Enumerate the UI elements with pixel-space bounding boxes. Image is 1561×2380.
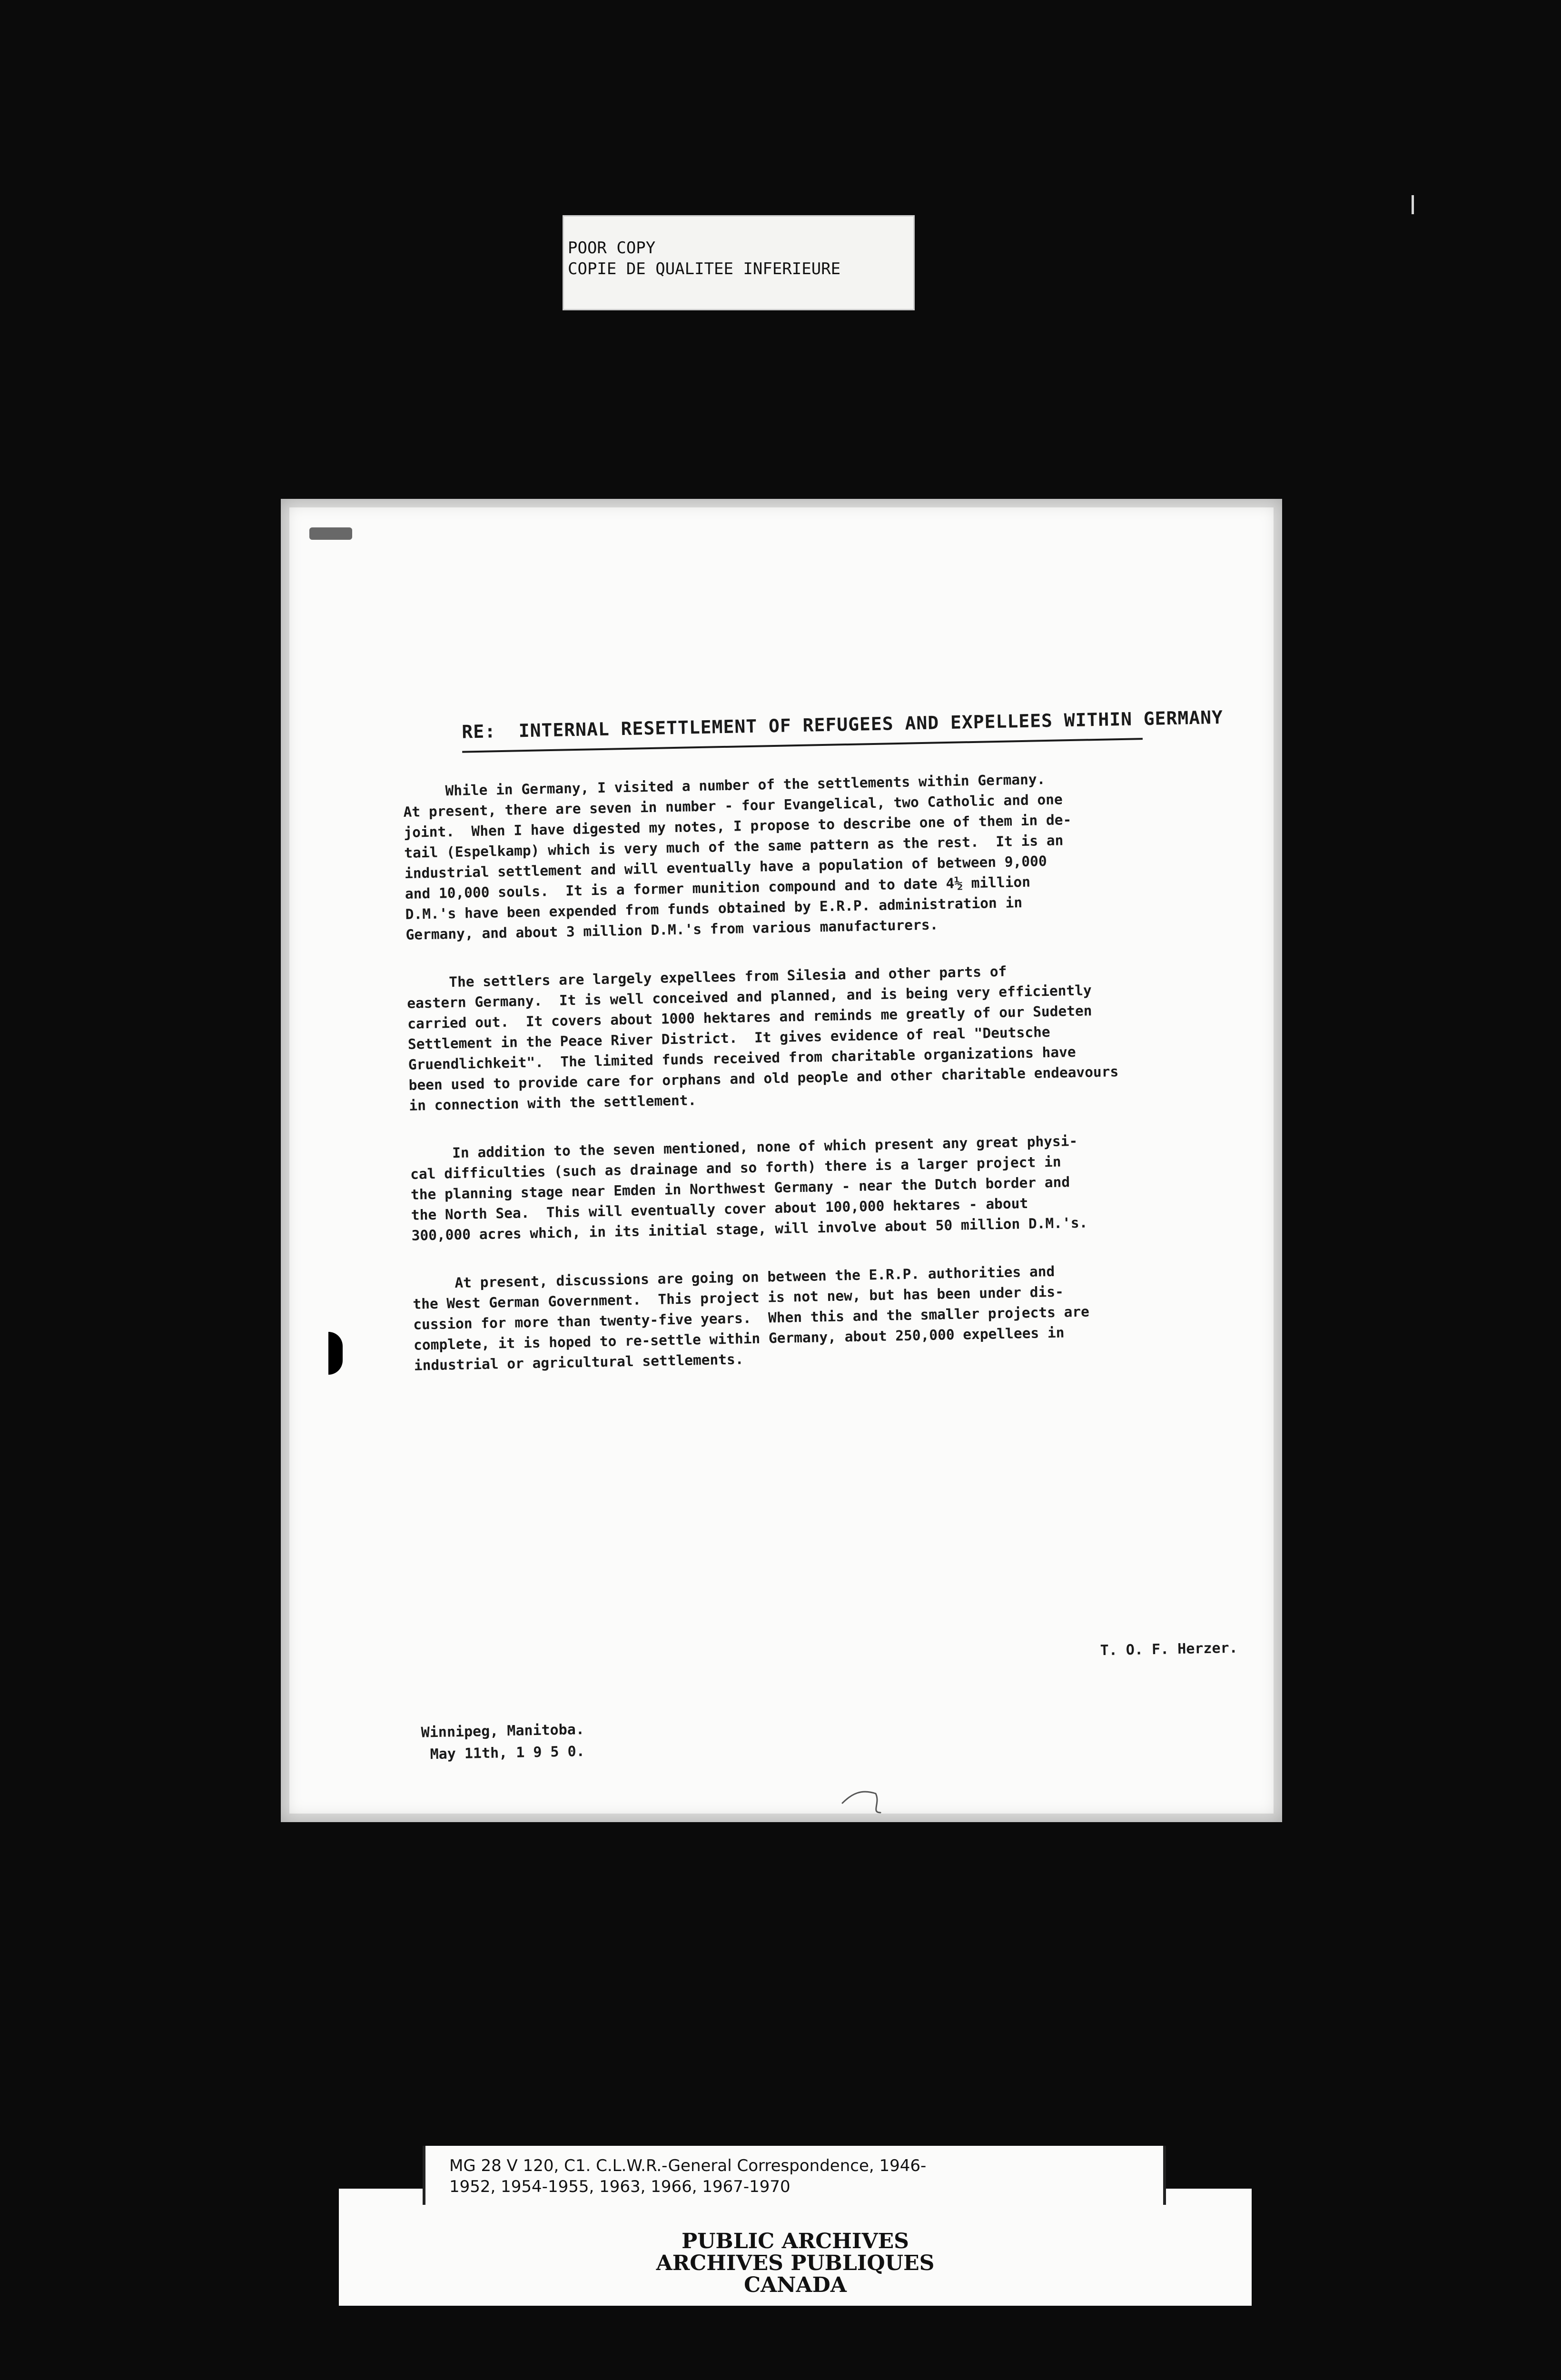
- date: May 11th, 1 9 5 0.: [421, 1743, 585, 1763]
- signer-name: T. O. F. Herzer.: [1100, 1639, 1238, 1659]
- archive-name-fr: ARCHIVES PUBLIQUES: [656, 2251, 935, 2275]
- paragraph-2: The settlers are largely expellees from Silesia and other parts of eastern Germany. It is well conceived and planned, and is being very efficiently carried out. It covers about 1000 hektares and reminds me greatly of our Sudeten Settlement in the Peace River District. It gives evidence of real "Deutsche Gruendlichkeit". The limited funds received from charitable organizations have been used to provide care for orphans and old people and other charitable endeavours in connection with the settlement.: [406, 963, 1119, 1114]
- letter-heading: RE: INTERNAL RESETTLEMENT OF REFUGEES AND EXPELLEES WITHIN GERMANY: [462, 708, 1143, 753]
- place-and-date: [421, 1719, 585, 1766]
- archive-name: [339, 2231, 1252, 2296]
- staple-mark: [309, 527, 352, 540]
- punch-hole: [328, 1332, 343, 1375]
- archive-name-en: PUBLIC ARCHIVES: [682, 2229, 909, 2253]
- letter-page: [281, 499, 1282, 1822]
- handwritten-annotations: [642, 1722, 1118, 1822]
- label-notch-left: [339, 2146, 423, 2189]
- archive-label: [339, 2146, 1252, 2306]
- archive-citation: [449, 2155, 926, 2197]
- archive-name-country: CANADA: [744, 2273, 847, 2297]
- poor-copy-stamp: [563, 215, 915, 310]
- paragraph-4: At present, discussions are going on between the E.R.P. authorities and the West German Government. This project is not new, but has been under dis- cussion for more than twenty-five years. When this and the smaller projects are complete, it is hoped to re-settle within Germany, about 250,000 expellees in industrial or agricultural settlements.: [412, 1263, 1090, 1374]
- place: Winnipeg, Manitoba.: [421, 1721, 585, 1741]
- stamp-line-1: POOR COPY: [568, 238, 656, 258]
- label-notch-right: [1166, 2146, 1252, 2189]
- label-edge-right: [1163, 2146, 1166, 2205]
- citation-line-2: 1952, 1954-1955, 1963, 1966, 1967-1970: [449, 2177, 790, 2196]
- paragraph-3: In addition to the seven mentioned, none of which present any great physi- cal difficulties (such as drainage and so forth) there is a larger project in the planning stage near Emden in Northwest Germany - near the Dutch border and the North Sea. This will eventually cover about 100,000 hektares - about 300,000 acres which, in its initial stage, will involve about 50 million D.M.'s.: [410, 1132, 1088, 1244]
- stamp-line-2: COPIE DE QUALITEE INFERIEURE: [568, 259, 841, 278]
- citation-line-1: MG 28 V 120, C1. C.L.W.R.-General Correspondence, 1946-: [449, 2156, 927, 2175]
- film-tick-mark: [1412, 195, 1414, 214]
- paragraph-1: While in Germany, I visited a number of the settlements within Germany. At present, there are seven in number - four Evangelical, two Catholic and one joint. When I have digested my notes, I propose to describe one of them in de- tail (Espelkamp) which is very much of the same pattern as the rest. It is an industrial settlement and will eventually have a population of between 9,000 and 10,000 souls. It is a former munition compound and to date 4½ million D.M.'s have been expended from funds obtained by E.R.P. administration in Germany, and about 3 million D.M.'s from various manufacturers.: [403, 771, 1072, 943]
- label-edge-left: [423, 2146, 425, 2205]
- letter-body: [402, 706, 1238, 1763]
